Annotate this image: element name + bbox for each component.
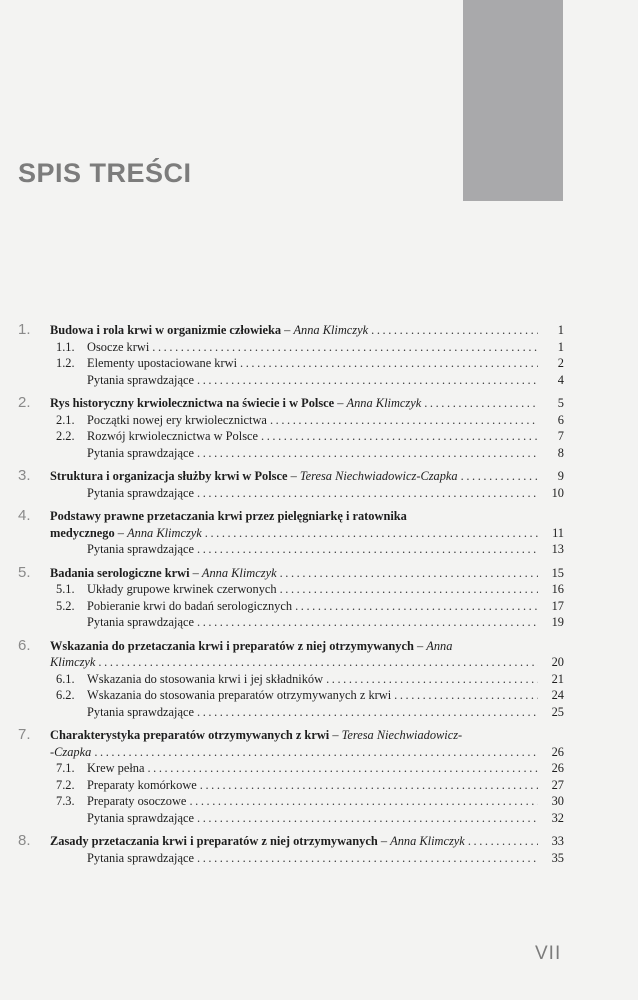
chapter-author: Anna Klimczyk <box>201 565 277 580</box>
page-title: SPIS TREŚCI <box>18 158 192 189</box>
section-title: Elementy upostaciowane krwi <box>87 356 238 370</box>
dot-leader <box>261 428 538 445</box>
dot-leader <box>205 525 538 542</box>
toc-chapter-line[interactable] <box>18 468 564 485</box>
chapter-title: medycznego <box>50 525 115 540</box>
page-number: 8 <box>557 445 564 460</box>
chapter-number: 8. <box>18 832 31 849</box>
toc-chapter-line[interactable] <box>18 525 564 542</box>
page-number: 1 <box>557 339 564 354</box>
section-number: 7.2. <box>56 777 75 792</box>
toc-section-line[interactable] <box>18 671 564 688</box>
section-number: 2.2. <box>56 429 75 443</box>
section-title: Osocze krwi <box>87 339 150 354</box>
chapter-title: Podstawy prawne przetaczania krwi przez pielęgniarkę i ratownika <box>50 509 407 523</box>
dot-leader <box>152 339 538 356</box>
dot-leader <box>197 445 538 462</box>
dot-leader <box>197 810 538 827</box>
section-title: Krew pełna <box>87 761 145 775</box>
dot-leader <box>280 581 538 598</box>
toc-section-line[interactable] <box>18 687 564 704</box>
toc-section-line[interactable] <box>18 339 564 356</box>
chapter-author: Anna Klimczyk <box>293 323 369 337</box>
page-number: 27 <box>551 777 564 792</box>
section-title: Początki nowej ery krwiolecznictwa <box>87 412 267 427</box>
section-title: Pytania sprawdzające <box>87 615 194 629</box>
chapter-author: Teresa Niechwiadowicz-Czapka <box>299 469 458 483</box>
page-number: 1 <box>557 323 564 337</box>
section-title: Pytania sprawdzające <box>87 445 194 460</box>
toc-chapter <box>18 727 564 826</box>
chapter-author: Klimczyk <box>50 655 96 669</box>
author-separator: – <box>114 525 128 540</box>
chapter-title: Badania serologiczne krwi <box>50 565 190 580</box>
toc-section-line[interactable] <box>18 793 564 810</box>
page-number: 13 <box>551 542 564 556</box>
page-number: 7 <box>557 429 564 443</box>
toc-chapter <box>18 638 564 721</box>
toc-section-line[interactable] <box>18 598 564 615</box>
chapter-title: Struktura i organizacja służby krwi w Polsce <box>50 469 288 483</box>
toc-questions-line[interactable] <box>18 485 564 502</box>
chapter-number: 5. <box>18 563 31 581</box>
section-title: Wskazania do stosowania krwi i jej składników <box>87 671 324 686</box>
section-number: 7.1. <box>56 761 75 775</box>
chapter-author: Anna Klimczyk <box>127 525 202 540</box>
page-number: 17 <box>551 598 564 613</box>
toc-section-line[interactable] <box>18 355 564 372</box>
toc-section-line[interactable] <box>18 412 564 429</box>
author-separator: – <box>329 728 342 742</box>
dot-leader <box>197 614 538 631</box>
section-number: 6.1. <box>56 671 75 686</box>
author-separator: – <box>281 323 294 337</box>
section-title: Wskazania do stosowania preparatów otrzymywanych z krwi <box>87 688 392 702</box>
author-separator: – <box>334 396 347 410</box>
dot-leader <box>280 565 538 582</box>
dot-leader <box>94 744 538 761</box>
toc-questions-line[interactable] <box>18 810 564 827</box>
dot-leader <box>270 412 538 429</box>
dot-leader <box>371 322 538 339</box>
page-number: 26 <box>551 744 564 759</box>
section-title: Pytania sprawdzające <box>87 372 194 387</box>
section-title: Preparaty komórkowe <box>87 777 197 792</box>
toc-chapter-line[interactable] <box>18 508 564 525</box>
toc-chapter <box>18 833 564 866</box>
toc-chapter <box>18 565 564 631</box>
dot-leader <box>468 833 538 850</box>
page-number: 33 <box>551 834 564 848</box>
section-title: Rozwój krwiolecznictwa w Polsce <box>87 429 259 443</box>
toc-section-line[interactable] <box>18 428 564 445</box>
section-title: Pytania sprawdzające <box>87 485 194 500</box>
chapter-number: 3. <box>18 467 31 484</box>
toc-questions-line[interactable] <box>18 372 564 389</box>
toc-chapter <box>18 468 564 501</box>
toc-chapter-line[interactable] <box>18 654 564 671</box>
dot-leader <box>197 485 538 502</box>
chapter-author: Anna <box>426 638 453 653</box>
section-title: Układy grupowe krwinek czerwonych <box>87 582 277 596</box>
toc-questions-line[interactable] <box>18 850 564 867</box>
page-number: 5 <box>557 396 564 410</box>
toc-questions-line[interactable] <box>18 541 564 558</box>
dot-leader <box>98 654 538 671</box>
page-number: 4 <box>557 372 564 387</box>
page-number: 2 <box>557 356 564 370</box>
dot-leader <box>326 671 538 688</box>
chapter-number: 6. <box>18 636 31 654</box>
page-number: 32 <box>551 810 564 825</box>
toc-chapter-line[interactable] <box>18 565 564 582</box>
dot-leader <box>295 598 538 615</box>
chapter-author: Anna Klimczyk <box>346 396 422 410</box>
section-title: Pytania sprawdzające <box>87 850 194 865</box>
chapter-number: 1. <box>18 321 31 338</box>
toc-section-line[interactable] <box>18 760 564 777</box>
dot-leader <box>147 760 538 777</box>
page-number: 19 <box>551 615 564 629</box>
page-number: 10 <box>551 485 564 500</box>
section-title: Pytania sprawdzające <box>87 810 194 825</box>
page-number: 6 <box>557 412 564 427</box>
toc-chapter <box>18 395 564 461</box>
chapter-title: Budowa i rola krwi w organizmie człowieka <box>50 323 282 337</box>
page-number: 26 <box>551 761 564 775</box>
author-separator: – <box>189 565 202 580</box>
section-title: Preparaty osoczowe <box>87 794 187 808</box>
dot-leader <box>197 541 538 558</box>
chapter-number: 2. <box>18 394 31 411</box>
chapter-title: Zasady przetaczania krwi i preparatów z niej otrzymywanych <box>50 834 378 848</box>
author-separator: – <box>287 469 300 483</box>
page-folio: VII <box>535 943 562 964</box>
page-number: 25 <box>551 704 564 719</box>
author-separator: – <box>413 638 427 653</box>
toc-chapter-line[interactable] <box>18 833 564 850</box>
page-number: 20 <box>551 655 564 669</box>
page-number: 30 <box>551 794 564 808</box>
toc-chapter <box>18 322 564 388</box>
dot-leader <box>240 355 538 372</box>
section-title: Pobieranie krwi do badań serologicznych <box>87 598 293 613</box>
chapter-number: 7. <box>18 726 31 743</box>
toc-chapter-line[interactable] <box>18 727 564 744</box>
toc-section-line[interactable] <box>18 581 564 598</box>
page-number: 35 <box>551 850 564 865</box>
dot-leader <box>394 687 538 704</box>
page-number: 11 <box>552 525 564 540</box>
dot-leader <box>197 704 538 721</box>
corner-tab-block <box>463 0 563 201</box>
toc-chapter-line[interactable] <box>18 395 564 412</box>
toc-questions-line[interactable] <box>18 445 564 462</box>
chapter-author: Anna Klimczyk <box>390 834 465 848</box>
chapter-author: -Czapka <box>50 744 92 759</box>
section-number: 6.2. <box>56 688 75 702</box>
page-number: 24 <box>551 688 564 702</box>
section-number: 7.3. <box>56 794 75 808</box>
table-of-contents <box>18 322 564 873</box>
section-number: 5.1. <box>56 582 75 596</box>
toc-chapter-line[interactable] <box>18 638 564 655</box>
dot-leader <box>200 777 538 794</box>
section-number: 2.1. <box>56 412 75 427</box>
toc-chapter-line[interactable] <box>18 744 564 761</box>
page-number: 9 <box>557 469 564 483</box>
section-title: Pytania sprawdzające <box>87 542 194 556</box>
chapter-title: Wskazania do przetaczania krwi i preparatów z niej otrzymywanych <box>50 638 414 653</box>
chapter-title: Charakterystyka preparatów otrzymywanych z krwi <box>50 728 330 742</box>
page-number: 15 <box>551 565 564 580</box>
section-number: 1.1. <box>56 339 75 354</box>
dot-leader <box>197 372 538 389</box>
toc-chapter-line[interactable] <box>18 322 564 339</box>
toc-questions-line[interactable] <box>18 704 564 721</box>
chapter-author: Teresa Niechwiadowicz- <box>341 728 463 742</box>
section-number: 5.2. <box>56 598 75 613</box>
chapter-number: 4. <box>18 507 31 524</box>
dot-leader <box>189 793 538 810</box>
toc-questions-line[interactable] <box>18 614 564 631</box>
dot-leader <box>197 850 538 867</box>
toc-chapter <box>18 508 564 558</box>
dot-leader <box>424 395 538 412</box>
page-number: 21 <box>551 671 564 686</box>
section-number: 1.2. <box>56 356 75 370</box>
dot-leader <box>461 468 538 485</box>
toc-section-line[interactable] <box>18 777 564 794</box>
chapter-title: Rys historyczny krwiolecznictwa na świecie i w Polsce <box>50 396 335 410</box>
author-separator: – <box>377 834 391 848</box>
section-title: Pytania sprawdzające <box>87 704 194 719</box>
page-number: 16 <box>551 582 564 596</box>
